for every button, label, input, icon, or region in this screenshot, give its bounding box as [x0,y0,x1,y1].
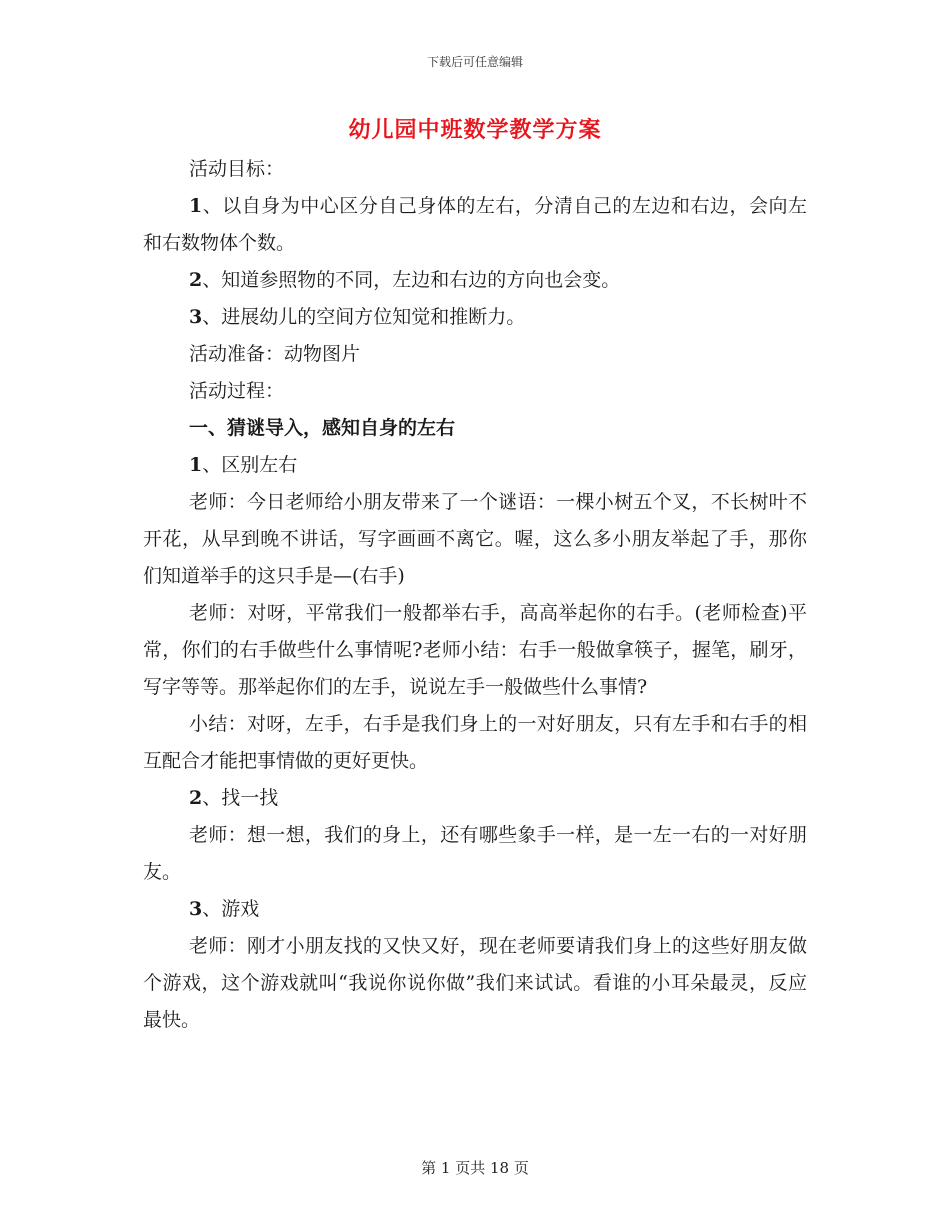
item-number: 2 [189,269,203,291]
page-footer: 第 1 页共 18 页 [421,1159,529,1177]
paragraph-text: 、区别左右 [202,454,298,476]
item-number: 3 [189,306,203,328]
paragraph-summary: 小结：对呀，左手，右手是我们身上的一对好朋友，只有左手和右手的相互配合才能把事情做的更好更快。 [143,713,807,772]
page-header: 下载后可任意编辑 [426,55,523,69]
paragraph-process-heading: 活动过程： [189,380,285,402]
item-number: 1 [189,454,203,476]
paragraph-teacher-riddle: 老师：今日老师给小朋友带来了一个谜语：一棵小树五个叉，不长树叶不开花，从早到晚不讲话，写字画画不离它。喔，这么多小朋友举起了手，那你们知道举手的这只手是—(右手) [143,491,807,587]
document-body [143,151,807,1039]
section-heading-1: 一、猜谜导入，感知自身的左右 [189,417,456,439]
item-number: 1 [189,195,203,217]
paragraph-objective-3 [143,299,807,336]
paragraph-text: 、游戏 [202,898,260,920]
paragraph-text: 、进展幼儿的空间方位知觉和推断力。 [202,306,526,328]
paragraph-teacher-right-hand: 老师：对呀，平常我们一般都举右手，高高举起你的右手。(老师检查)平常，你们的右手做些什么事情呢?老师小结：右手一般做拿筷子，握笔，刷牙，写字等等。那举起你们的左手，说说左手一般做些什么事情? [143,602,807,698]
paragraph-text: 、以自身为中心区分自己身体的左右，分清自己的左边和右边，会向左和右数物体个数。 [143,195,807,254]
paragraph-preparation: 活动准备：动物图片 [189,343,361,365]
paragraph-text: 、知道参照物的不同，左边和右边的方向也会变。 [202,269,621,291]
item-number: 2 [189,787,203,809]
paragraph-objectives-heading: 活动目标： [189,158,285,180]
paragraph-teacher-think: 老师：想一想，我们的身上，还有哪些象手一样，是一左一右的一对好朋友。 [143,824,807,883]
subsection-find [143,780,807,817]
paragraph-objective-1 [143,188,807,262]
paragraph-text: 、找一找 [202,787,279,809]
paragraph-objective-2 [143,262,807,299]
subsection-distinguish [143,447,807,484]
subsection-game [143,891,807,928]
paragraph-teacher-game: 老师：刚才小朋友找的又快又好，现在老师要请我们身上的这些好朋友做个游戏，这个游戏就叫“我说你说你做”我们来试试。看谁的小耳朵最灵，反应最快。 [143,935,807,1031]
item-number: 3 [189,898,203,920]
document-title: 幼儿园中班数学教学方案 [348,118,602,143]
